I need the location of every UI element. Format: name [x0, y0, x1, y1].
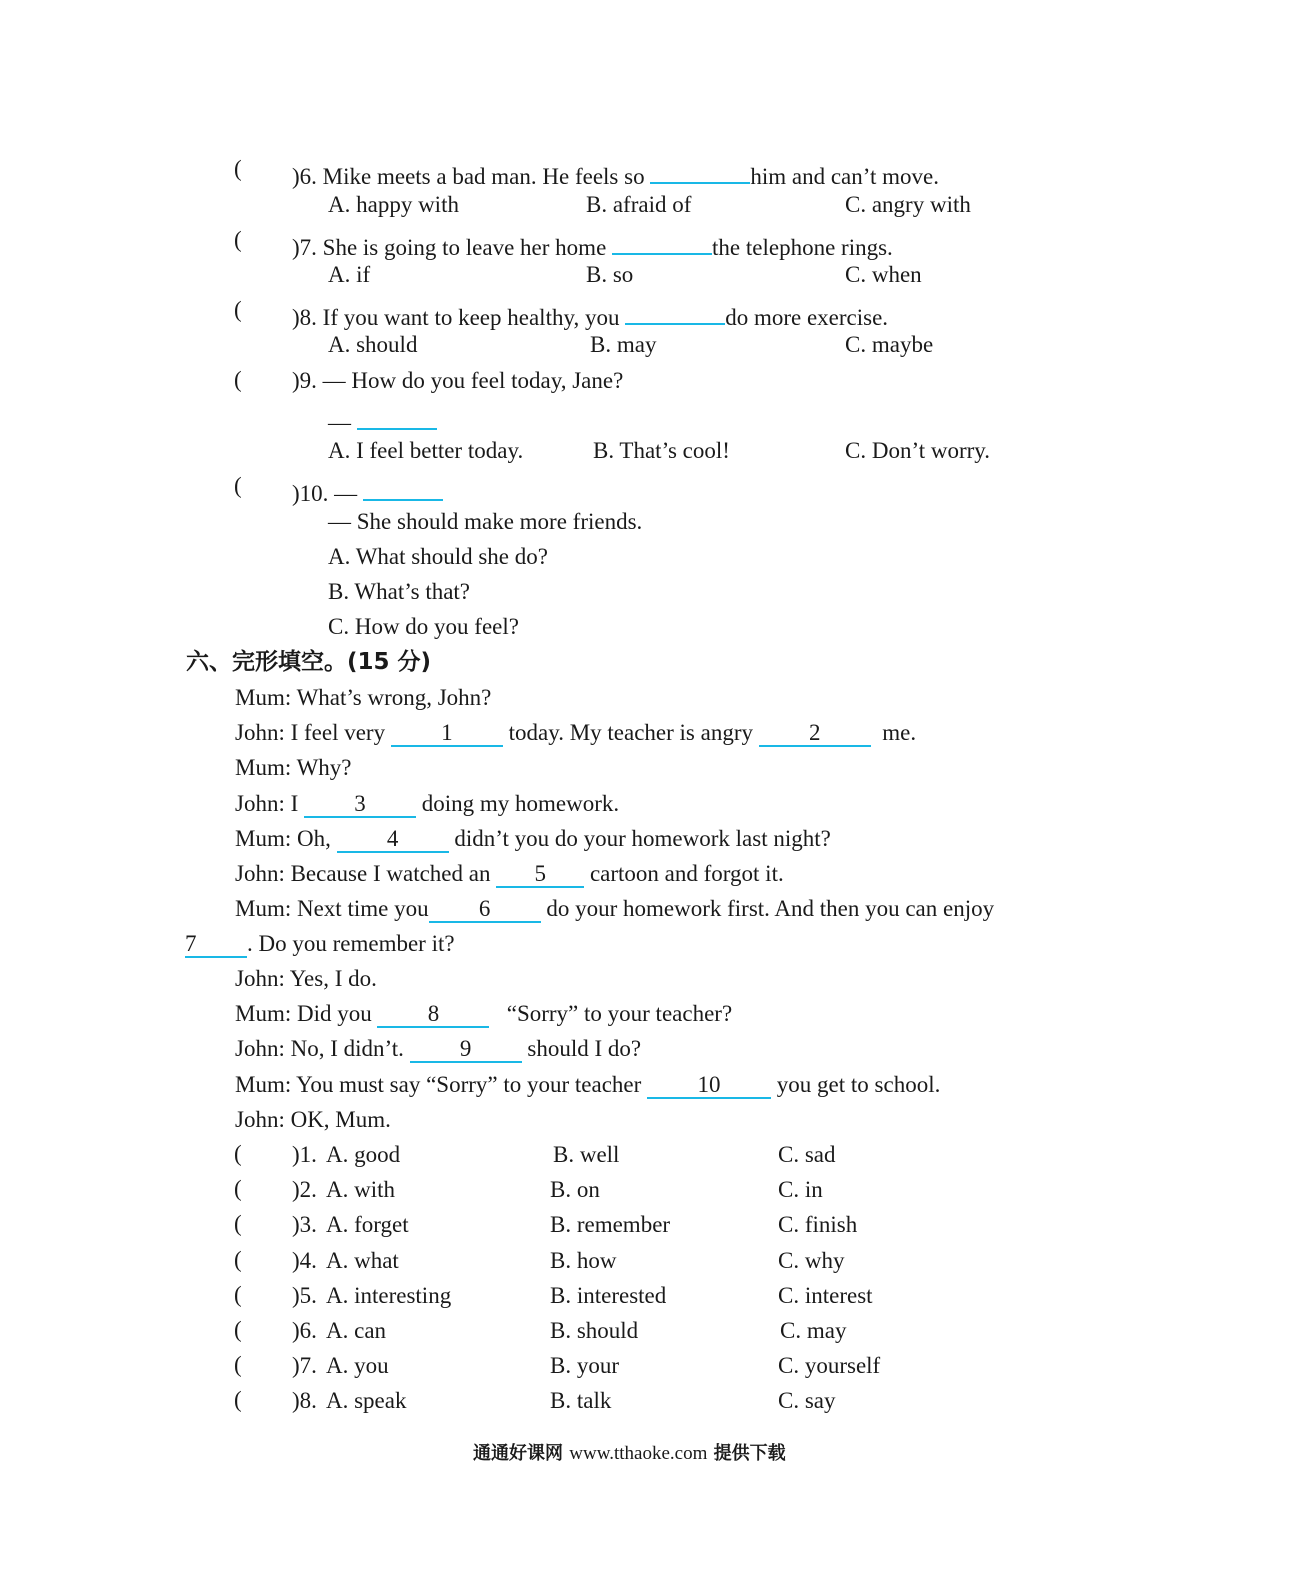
option-c: C. why [778, 1248, 845, 1273]
option-b: B. on [550, 1177, 600, 1202]
option-c: C. may [780, 1318, 847, 1343]
question-number: )4. [292, 1248, 317, 1273]
option-c: C. How do you feel? [328, 614, 519, 639]
question-number: )8. [292, 1388, 317, 1413]
option-b: B. so [586, 262, 634, 287]
question-stem: )6. Mike meets a bad man. He feels so him and can’t move. [292, 156, 939, 191]
cloze-blank-9[interactable]: 9 [410, 1035, 522, 1063]
answer-paren[interactable]: ( [234, 1352, 242, 1377]
cloze-blank-8[interactable]: 8 [377, 1000, 489, 1028]
option-a: A. can [326, 1318, 387, 1343]
option-b: B. should [550, 1318, 639, 1343]
option-a: A. I feel better today. [328, 438, 524, 463]
option-a: A. What should she do? [328, 544, 548, 569]
dialogue-line: Mum: Why? [235, 755, 352, 780]
dialogue-line: Mum: Oh, 4 didn’t you do your homework last night? [235, 826, 831, 851]
answer-paren[interactable]: ( [234, 1141, 242, 1166]
option-c: C. maybe [845, 332, 934, 357]
option-b: B. remember [550, 1212, 671, 1237]
question-stem: )9. — How do you feel today, Jane? [292, 368, 624, 393]
option-b: B. That’s cool! [593, 438, 730, 463]
footer-url[interactable]: www.tthaoke.com [569, 1443, 708, 1464]
dialogue-line: John: OK, Mum. [235, 1107, 391, 1132]
question-stem: )7. She is going to leave her home the telephone rings. [292, 227, 893, 262]
section-title: 六、完形填空。(15 分) [186, 649, 432, 675]
option-b: B. may [590, 332, 657, 357]
cloze-blank-1[interactable]: 1 [391, 719, 503, 747]
option-c: C. yourself [778, 1353, 881, 1378]
answer-paren[interactable]: ( [234, 1247, 242, 1272]
answer-paren[interactable]: ( [234, 473, 242, 498]
answer-blank[interactable] [612, 227, 712, 255]
question-stem: )8. If you want to keep healthy, you do more exercise. [292, 297, 888, 332]
footer-credit: 通通好课网 www.tthaoke.com 提供下载 [473, 1443, 786, 1464]
option-a: A. good [326, 1142, 401, 1167]
option-c: C. sad [778, 1142, 836, 1167]
dialogue-line: 7 . Do you remember it? [185, 931, 455, 956]
answer-paren[interactable]: ( [234, 297, 242, 322]
option-b: B. well [553, 1142, 620, 1167]
response-line: — [328, 402, 437, 437]
question-number: )5. [292, 1283, 317, 1308]
dialogue-line: John: I feel very 1 today. My teacher is angry 2 me. [235, 720, 917, 745]
cloze-blank-2[interactable]: 2 [759, 719, 871, 747]
question-number: )7. [292, 1353, 317, 1378]
cloze-blank-7[interactable]: 7 [185, 930, 247, 958]
answer-blank[interactable] [650, 156, 750, 184]
option-a: A. with [326, 1177, 395, 1202]
option-b: B. afraid of [586, 192, 692, 217]
option-a: A. speak [326, 1388, 407, 1413]
dialogue-line: John: Yes, I do. [235, 966, 377, 991]
option-c: C. interest [778, 1283, 873, 1308]
cloze-blank-10[interactable]: 10 [647, 1071, 771, 1099]
option-c: C. Don’t worry. [845, 438, 991, 463]
cloze-blank-3[interactable]: 3 [304, 790, 416, 818]
answer-blank[interactable] [625, 297, 725, 325]
question-number: )1. [292, 1142, 317, 1167]
dialogue-line: Mum: You must say “Sorry” to your teacher 10 you get to school. [235, 1072, 941, 1097]
answer-paren[interactable]: ( [234, 1282, 242, 1307]
cloze-blank-6[interactable]: 6 [429, 895, 541, 923]
option-c: C. finish [778, 1212, 858, 1237]
question-number: )6. [292, 1318, 317, 1343]
dialogue-line: Mum: Next time you 6 do your homework first. And then you can enjoy [235, 896, 995, 921]
dialogue-line: John: I 3 doing my homework. [235, 791, 620, 816]
option-b: B. interested [550, 1283, 667, 1308]
response-line: — She should make more friends. [328, 509, 643, 534]
answer-paren[interactable]: ( [234, 1317, 242, 1342]
answer-paren[interactable]: ( [234, 1176, 242, 1201]
cloze-blank-5[interactable]: 5 [496, 860, 584, 888]
answer-paren[interactable]: ( [234, 1211, 242, 1236]
dialogue-line: Mum: Did you 8 “Sorry” to your teacher? [235, 1001, 733, 1026]
dialogue-line: Mum: What’s wrong, John? [235, 685, 492, 710]
dialogue-line: John: No, I didn’t. 9 should I do? [235, 1036, 642, 1061]
option-a: A. forget [326, 1212, 409, 1237]
question-number: )3. [292, 1212, 317, 1237]
answer-blank[interactable] [357, 402, 437, 430]
answer-blank[interactable] [363, 473, 443, 501]
option-c: C. in [778, 1177, 823, 1202]
option-c: C. when [845, 262, 922, 287]
option-b: B. how [550, 1248, 617, 1273]
option-a: A. happy with [328, 192, 459, 217]
question-stem: )10. — [292, 473, 443, 508]
answer-paren[interactable]: ( [234, 367, 242, 392]
option-c: C. angry with [845, 192, 971, 217]
question-number: )2. [292, 1177, 317, 1202]
option-a: A. what [326, 1248, 399, 1273]
answer-paren[interactable]: ( [234, 156, 242, 181]
answer-paren[interactable]: ( [234, 1387, 242, 1412]
option-a: A. you [326, 1353, 389, 1378]
answer-paren[interactable]: ( [234, 227, 242, 252]
option-a: A. interesting [326, 1283, 452, 1308]
option-a: A. should [328, 332, 418, 357]
option-c: C. say [778, 1388, 836, 1413]
option-b: B. your [550, 1353, 619, 1378]
option-b: B. What’s that? [328, 579, 471, 604]
option-a: A. if [328, 262, 371, 287]
dialogue-line: John: Because I watched an 5 cartoon and forgot it. [235, 861, 784, 886]
cloze-blank-4[interactable]: 4 [337, 825, 449, 853]
option-b: B. talk [550, 1388, 612, 1413]
